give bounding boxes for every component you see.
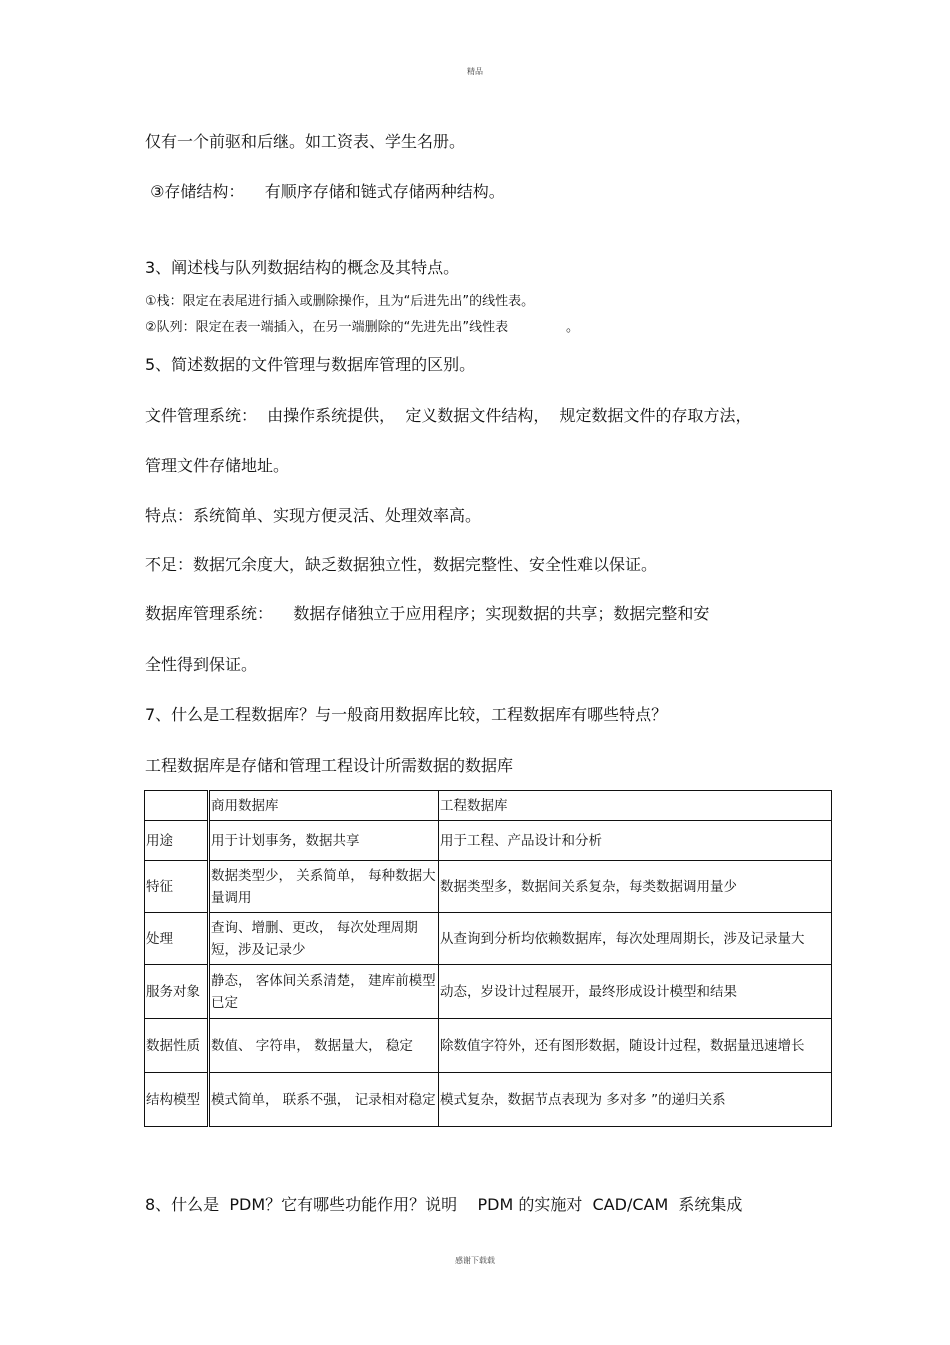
table-cell: 用于计划事务，数据共享 — [209, 821, 439, 861]
question-heading: 8、什么是 PDM？它有哪些功能作用？说明 PDM 的实施对 CAD/CAM 系统集成 — [145, 1195, 743, 1214]
question-heading: 7、什么是工程数据库？与一般商用数据库比较，工程数据库有哪些特点？ — [145, 705, 668, 724]
text-line-small: ①栈：限定在表尾进行插入或删除操作，且为“后进先出”的线性表。 — [145, 294, 535, 309]
text-line: 工程数据库是存储和管理工程设计所需数据的数据库 — [145, 756, 514, 775]
table-row — [145, 913, 832, 965]
text-line: 数据库管理系统： 数据存储独立于应用程序；实现数据的共享；数据完整和安 — [145, 604, 710, 623]
comparison-table — [144, 790, 832, 1127]
table-cell: 数据类型少， 关系简单， 每种数据大量调用 — [209, 861, 439, 913]
table-cell: 查询、增删、更改， 每次处理周期短，涉及记录少 — [209, 913, 439, 965]
table-cell: 用途 — [145, 821, 209, 861]
table-row — [145, 1073, 832, 1127]
table-header-cell: 工程数据库 — [439, 791, 832, 821]
table-cell: 从查询到分析均依赖数据库，每次处理周期长，涉及记录量大 — [439, 913, 832, 965]
text-line: 不足：数据冗余度大，缺乏数据独立性，数据完整性、安全性难以保证。 — [145, 555, 658, 574]
table-cell: 处理 — [145, 913, 209, 965]
text-line: 仅有一个前驱和后继。如工资表、学生名册。 — [145, 132, 466, 151]
text-line: 管理文件存储地址。 — [145, 456, 290, 475]
table-cell: 静态， 客体间关系清楚， 建库前模型已定 — [209, 965, 439, 1019]
table-cell: 模式复杂，数据节点表现为 多对多 ”的递归关系 — [439, 1073, 832, 1127]
text-line: 全性得到保证。 — [145, 655, 258, 674]
table-cell: 特征 — [145, 861, 209, 913]
table-row — [145, 861, 832, 913]
text-line: 文件管理系统： 由操作系统提供， 定义数据文件结构， 规定数据文件的存取方法， — [145, 406, 752, 425]
table-cell: 服务对象 — [145, 965, 209, 1019]
table-header-row — [145, 791, 832, 821]
text-line: ③存储结构： 有顺序存储和链式存储两种结构。 — [145, 182, 505, 201]
table-cell: 动态，岁设计过程展开，最终形成设计模型和结果 — [439, 965, 832, 1019]
table-cell: 数值、 字符串， 数据量大， 稳定 — [209, 1019, 439, 1073]
table-cell: 用于工程、产品设计和分析 — [439, 821, 832, 861]
table-row — [145, 1019, 832, 1073]
text-line: 特点：系统简单、实现方便灵活、处理效率高。 — [145, 506, 482, 525]
page-footer: 感谢下载载 — [455, 1256, 495, 1265]
table-cell: 模式简单， 联系不强， 记录相对稳定 — [209, 1073, 439, 1127]
table-header-cell — [145, 791, 209, 821]
table-header-cell: 商用数据库 — [209, 791, 439, 821]
table-row — [145, 965, 832, 1019]
table-cell: 结构模型 — [145, 1073, 209, 1127]
table-cell: 数据性质 — [145, 1019, 209, 1073]
table-cell: 除数值字符外，还有图形数据，随设计过程，数据量迅速增长 — [439, 1019, 832, 1073]
text-line-small: ②队列：限定在表一端插入，在另一端删除的“先进先出”线性表 。 — [145, 320, 579, 335]
question-heading: 3、阐述栈与队列数据结构的概念及其特点。 — [145, 258, 460, 277]
table-row — [145, 821, 832, 861]
table-cell: 数据类型多，数据间关系复杂，每类数据调用量少 — [439, 861, 832, 913]
page-header: 精品 — [467, 67, 483, 76]
question-heading: 5、简述数据的文件管理与数据库管理的区别。 — [145, 355, 476, 374]
